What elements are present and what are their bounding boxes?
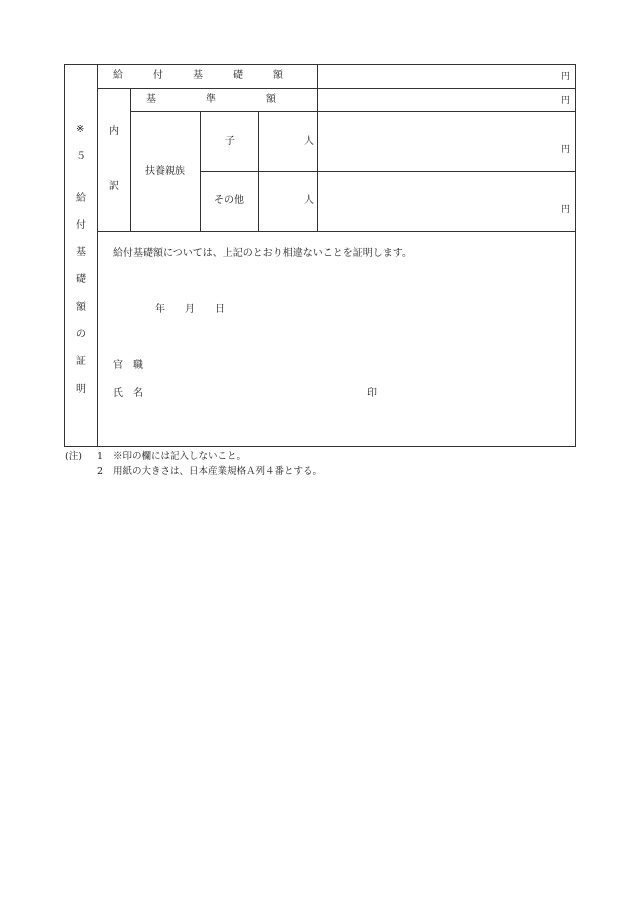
date-month: 月 (185, 304, 195, 315)
others-amount-unit: 円 (561, 205, 571, 215)
caption-char: 礎 (76, 274, 86, 285)
children-count-unit: 人 (304, 136, 314, 147)
others-label: その他 (214, 195, 244, 206)
caption-char: 基 (76, 247, 86, 258)
caption-char: 内 (109, 126, 119, 137)
base-amount-unit: 円 (561, 72, 571, 82)
base-amount-label: 給 付 基 礎 額 (113, 70, 283, 81)
others-count-unit: 人 (304, 195, 314, 206)
notes-prefix: (注) (65, 451, 82, 462)
certificate-statement: 給付基礎額については、上記のとおり相違ないことを証明します。 (113, 248, 412, 259)
official-title-label: 官 職 (113, 360, 143, 371)
caption-char: 訳 (109, 181, 119, 192)
note-2-number: 2 (97, 466, 104, 477)
caption-char: ５ (76, 151, 86, 162)
standard-amount-unit: 円 (561, 96, 571, 106)
caption-char: 付 (76, 220, 86, 231)
seal-mark: 印 (367, 388, 377, 399)
name-label: 氏 名 (113, 388, 143, 399)
note-2-text: 用紙の大きさは、日本産業規格Ａ列４番とする。 (113, 466, 323, 477)
caption-char: ※ (76, 124, 85, 135)
date-year: 年 (155, 304, 165, 315)
children-amount-unit: 円 (561, 145, 571, 155)
caption-char: 額 (76, 302, 86, 313)
caption-char: 明 (76, 384, 86, 395)
date-day: 日 (215, 304, 225, 315)
note-1-number: 1 (97, 451, 104, 462)
note-1-text: ※印の欄には記入しないこと。 (113, 451, 247, 462)
dependents-label: 扶養親族 (145, 166, 185, 177)
caption-char: 証 (76, 356, 86, 367)
caption-char: の (76, 329, 86, 340)
caption-char: 給 (76, 193, 86, 204)
children-label: 子 (225, 136, 235, 147)
standard-amount-label: 基 準 額 (146, 94, 276, 105)
